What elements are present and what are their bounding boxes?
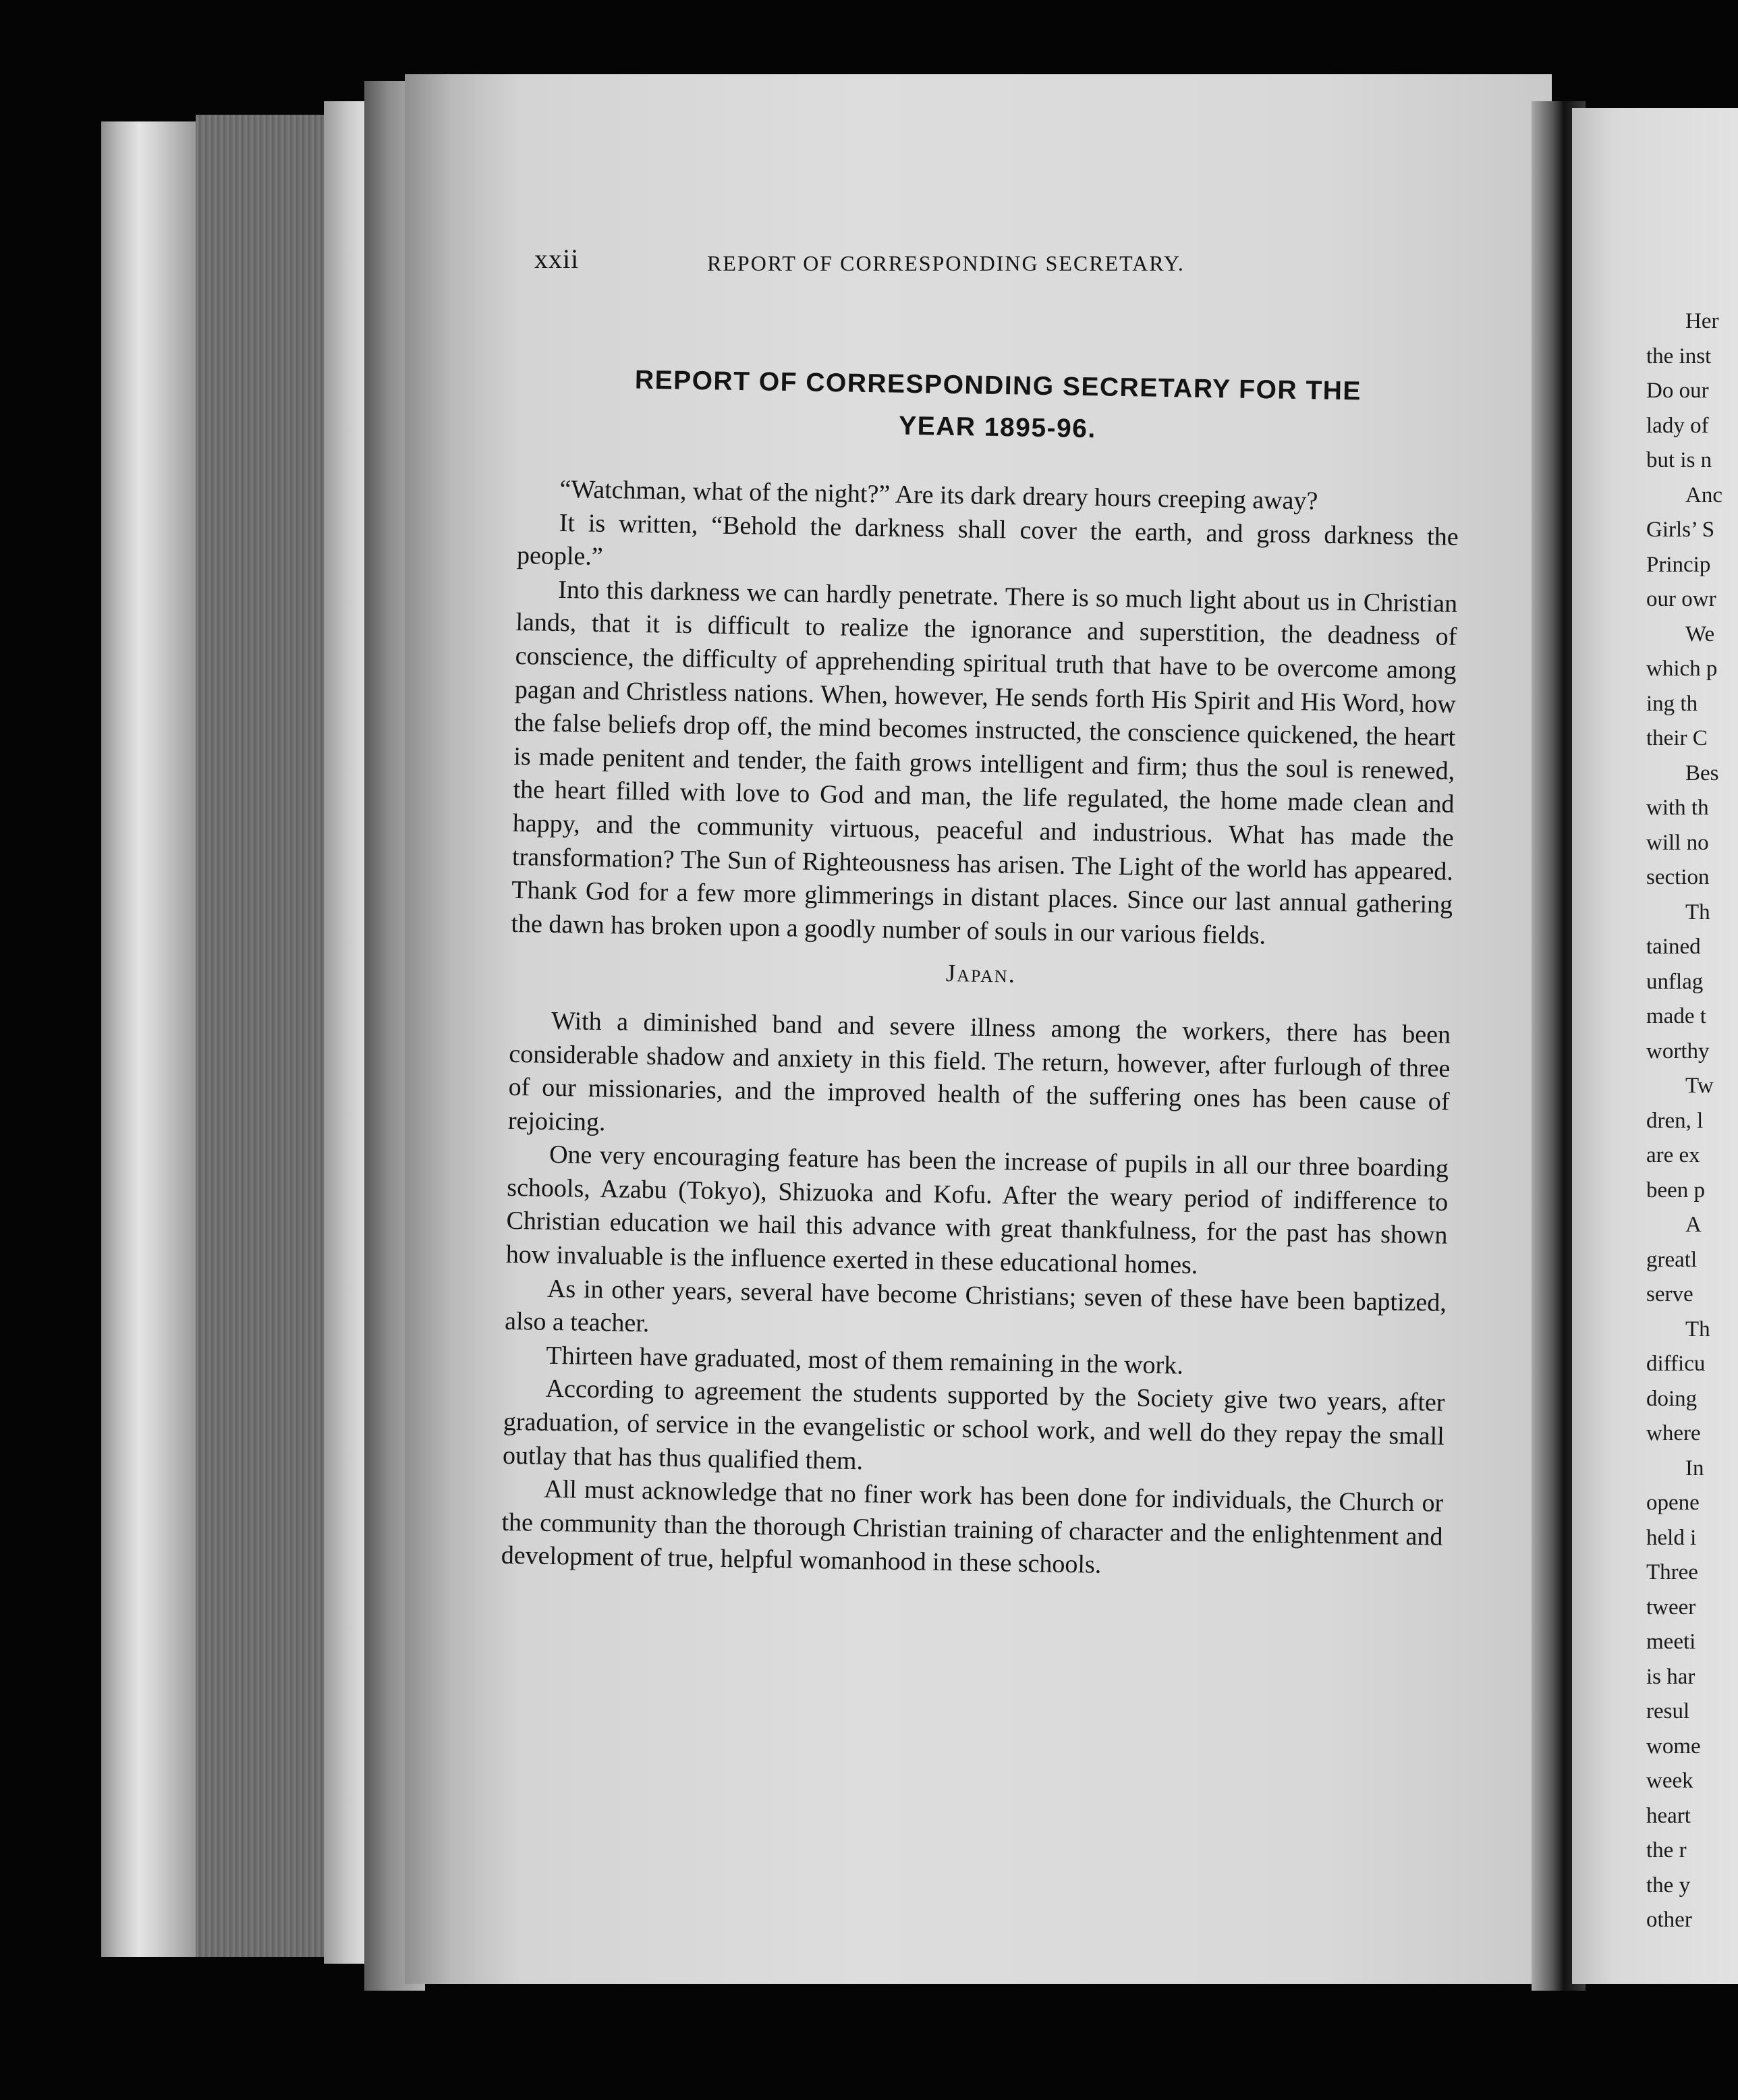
paragraph: Into this darkness we can hardly penetrate. There is so much light about us in Christian lands, that it is difficult to realize the ignorance and superstition, the deadness of conscience, the difficulty of apprehending spiritual truth that have to be overcome among pagan and Christless nations. When, however, He sends forth His Spirit and His Word, how the false beliefs drop off, the mind becomes instructed, the conscience quickened, the heart is made penitent and tender, the faith grows intelligent and firm; thus the soul is renewed, the heart filled with love to God and man, the life regulated, the home made clean and happy, and the community virtuous, peaceful and industrious. What has made the transformation? The Sun of Righteousness has arisen. The Light of the world has appeared. Thank God for a few more glimmerings in distant places. Since our last annual gathering the dawn has broken upon a goodly number of souls in our various fields.: [511, 575, 1458, 950]
facing-page-line: tained: [1646, 935, 1701, 959]
page-number: xxii: [534, 244, 580, 274]
facing-page-line: ing th: [1646, 691, 1698, 716]
paragraph: One very encouraging feature has been the increase of pupils in all our three boarding schools, Azabu (Tokyo), Shizuoka and Kofu. After the weary period of indifference to Christian education we hail this advance with great thankfulness, for the past has shown how invaluable is the influence exerted in these educational homes.: [505, 1140, 1449, 1280]
facing-page-line: Three: [1646, 1560, 1698, 1584]
report-body: [501, 472, 1459, 1588]
facing-page-line: Do our: [1646, 379, 1709, 403]
facing-page-line: with th: [1646, 796, 1709, 820]
facing-page-line: the y: [1646, 1873, 1691, 1898]
facing-page-line: worthy: [1646, 1039, 1710, 1063]
facing-page-line: section: [1646, 865, 1710, 889]
facing-page-line: our owr: [1646, 587, 1716, 611]
book-page-edges-shadow: [196, 115, 324, 1957]
facing-page-line: where: [1646, 1421, 1701, 1445]
running-header: REPORT OF CORRESPONDING SECRETARY.: [707, 251, 1185, 275]
paragraph: With a diminished band and severe illness among the workers, there has been considerable shadow and anxiety in this field. The return, however, after furlough of three of our missionaries, and the improved health of the suffering ones has been cause of rejoicing.: [507, 1006, 1451, 1136]
facing-page-line: doing: [1646, 1386, 1698, 1411]
facing-page-line: made t: [1646, 1004, 1706, 1028]
facing-page-line: Her: [1685, 309, 1719, 333]
paragraph: According to agreement the students supported by the Society give two years, after graduation, of service in the evangelistic or school work, and well do they repay the small outlay that has thus qualified them.: [502, 1375, 1445, 1475]
facing-page-line: held i: [1646, 1525, 1697, 1550]
facing-page-line: We: [1685, 621, 1715, 646]
facing-page-line: serve: [1646, 1282, 1693, 1306]
facing-page-line: Princip: [1646, 552, 1711, 577]
paragraph: “Watchman, what of the night?” Are its dark dreary hours creeping away?: [559, 474, 1318, 516]
facing-page: [1572, 108, 1738, 1984]
facing-page-line: will no: [1646, 830, 1709, 855]
paragraph: As in other years, several have become Christians; seven of these have been baptized, also a teacher.: [504, 1274, 1447, 1338]
paragraph: Thirteen have graduated, most of them remaining in the work.: [546, 1341, 1184, 1380]
facing-page-line: lady of: [1646, 413, 1709, 438]
facing-page-line: been p: [1646, 1178, 1706, 1203]
facing-page-line: week: [1646, 1769, 1693, 1793]
facing-page-line: opene: [1646, 1491, 1700, 1515]
paragraph: It is written, “Behold the darkness shall cover the earth, and gross darkness the people.”: [516, 508, 1459, 572]
section-heading-japan: Japan.: [945, 960, 1017, 989]
facing-page-line: unflag: [1646, 969, 1704, 994]
facing-page-line: are ex: [1646, 1143, 1700, 1167]
report-title: [525, 358, 1471, 456]
facing-page-line: resul: [1646, 1699, 1690, 1723]
paragraph: All must acknowledge that no finer work has been done for individuals, the Church or the community than the thorough Christian training of character and the enlightenment and development of true, helpful womanhood in these schools.: [501, 1475, 1444, 1580]
title-line-1: REPORT OF CORRESPONDING SECRETARY FOR THE: [634, 365, 1362, 406]
title-line-2: YEAR 1895-96.: [898, 411, 1097, 444]
facing-page-line: Th: [1685, 1317, 1710, 1342]
book-page-edges: [101, 121, 196, 1957]
facing-page-line: A: [1685, 1213, 1702, 1237]
facing-page-line: the r: [1646, 1838, 1687, 1862]
facing-page-line: which p: [1646, 657, 1718, 681]
facing-page-line: the inst: [1646, 343, 1712, 368]
facing-page-line: Th: [1685, 900, 1710, 924]
facing-page-line: Girls’ S: [1646, 518, 1715, 542]
facing-page-line: difficu: [1646, 1352, 1706, 1376]
facing-page-line: greatl: [1646, 1247, 1698, 1272]
facing-page-line: but is n: [1646, 448, 1712, 472]
facing-page-line: dren, l: [1646, 1108, 1704, 1133]
facing-page-line: heart: [1646, 1803, 1691, 1828]
facing-page-line: Anc: [1685, 482, 1722, 507]
facing-page-line: Tw: [1685, 1074, 1714, 1098]
facing-page-line: other: [1646, 1908, 1692, 1932]
facing-page-line: wome: [1646, 1734, 1701, 1759]
facing-page-line: meeti: [1646, 1630, 1696, 1654]
facing-page-line: Bes: [1685, 761, 1719, 785]
facing-page-line: their C: [1646, 726, 1708, 750]
facing-page-line: tweer: [1646, 1595, 1696, 1620]
facing-page-line: In: [1685, 1456, 1704, 1481]
facing-page-line: is har: [1646, 1664, 1695, 1689]
